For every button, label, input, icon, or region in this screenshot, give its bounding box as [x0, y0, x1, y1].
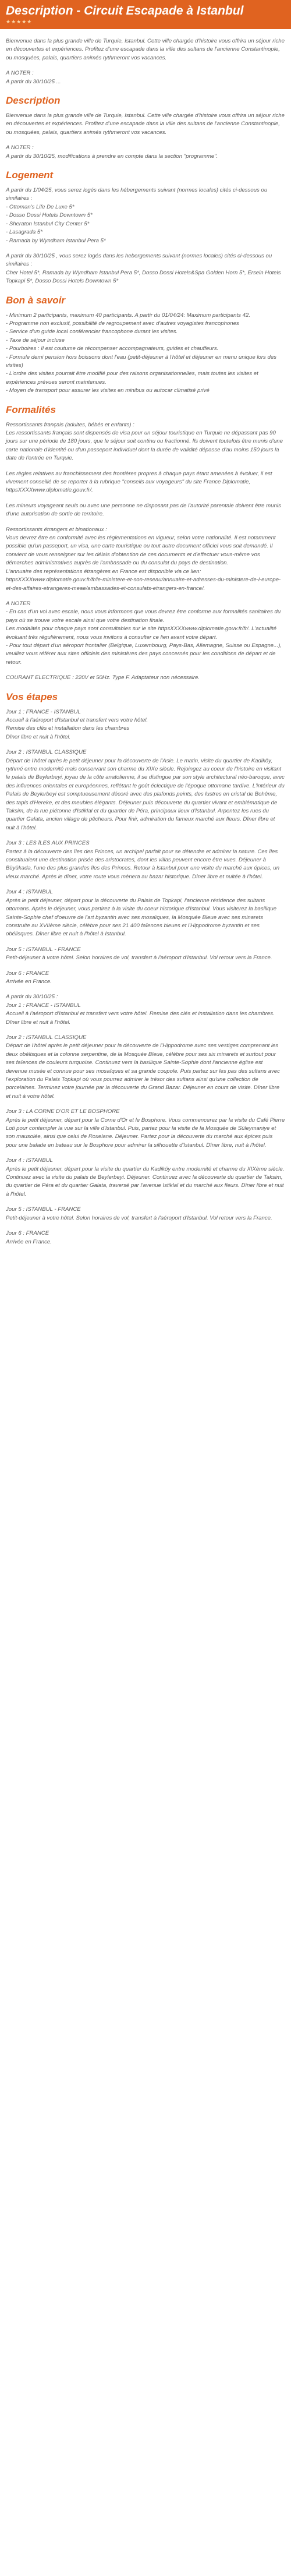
page-title: Description - Circuit Escapade à Istanbul [6, 4, 244, 17]
etape-jour-3: Jour 3 : LES ÎLES AUX PRINCES Partez à la découverte des îles des Princes, un archipel parfait pour se détendre et admirer la nature. Ces îles constituaient une destination prisée des aristocrates, dont les villas peuvent encore être vues. Déjeuner à Büyükada, l'une des plus grandes îles des Princes. Retour à Istanbul pour une visite du marché aux épices, un vieux marché. Après le dîner, votre route vous mènera au bazar historique. Dîner libre et nuitée à l'hôtel. [6, 840, 280, 880]
formalites-paragraph-1: Ressortissants français (adultes, bébés et enfants) : Les ressortissants français sont dispensés de visa pour un séjour touristique en Turquie ne dépassant pas 90 jours sur une période de 180 jours, que le séjour soit continu ou fractionné. Ils doivent toutefois être munis d'une carte nationale d'identité ou d'un passeport individuel dont la durée de validité dépasse d'au moins 150 jours la date de l'entrée en Turquie. [6, 421, 283, 462]
etape-jour-1: Jour 1 : FRANCE - ISTANBUL Accueil à l'aéroport d'Istanbul et transfert vers votre hôtel. Remise des clés et installation dans les chambres Dîner libre et nuit à l'hôtel. [6, 708, 148, 740]
description-note: A NOTER : A partir du 30/10/25, modifications à prendre en compte dans la section "programme". [6, 144, 218, 160]
formalites-paragraph-5: A NOTER - En cas d'un vol avec escale, nous vous informons que vous devrez être conforme aux formalités sanitaires du pays où se trouve votre escale ainsi que votre destination finale. Les modalités pour chaque pays sont consultables sur le site httpsXXXXwww.diplomatie.gouv.fr/fr/. L'actualité évoluant très régulièrement, nous vous invitons à consulter ce lien avant votre départ. - Pour tout départ d'un aéroport frontalier (Belgique, Luxembourg, Pays-Bas, Allemagne, Suisse ou Espagne...), veuillez vous référer aux sites officiels des ministères des pays concernés pour les conditions de départ et de retour. [6, 600, 282, 666]
etape-new-jour-2: Jour 2 : ISTANBUL CLASSIQUE Départ de l'hôtel après le petit déjeuner pour la découverte de l'Hippodrome avec ses vestiges comprenant les deux obélisques et la colonne serpentine, de la Mosquée Bleue, célèbre pour ses six minarets et surtout pour ses faïences de couleurs turquoise. Continuez vers la basilique Sainte-Sophie dont l'ancienne église est devenue musée et connue pour ses mosaïques et sa grande coupole. Puis partez sur les pas des sultans avec l'exploration du Palais Topkapi où vous pourrez admirer le trésor des sultans ainsi qu'une collection de porcelaines. Terminez votre journée par la découverte du Grand Bazar. Déjeuner en cours de visite. Dîner libre et nuit à votre hôtel. [6, 1034, 280, 1100]
intro-paragraph: Bienvenue dans la plus grande ville de Turquie, Istanbul. Cette ville chargée d'histoire vous offrira un séjour riche en découvertes et expériences. Profitez d'une escapade dans la ville des sultans de l'ancienne Constantinople, ou mosquées, palais, quartiers animés rythmeront vos vacances. [6, 38, 285, 61]
section-title-logement: Logement [6, 169, 54, 181]
section-title-formalites: Formalités [6, 404, 56, 415]
etape-new-jour-5: Jour 5 : ISTANBUL - FRANCE Petit-déjeuner à votre hôtel. Selon horaires de vol, transfert à l'aéroport d'Istanbul. Vol retour vers la France. [6, 1206, 272, 1221]
formalites-paragraph-3: Les mineurs voyageant seuls ou avec une personne ne disposant pas de l'autorité parentale doivent être munis d'une autorisation de sortie de territoire. [6, 502, 281, 518]
page [0, 0, 291, 1259]
description-paragraph: Bienvenue dans la plus grande ville de Turquie, Istanbul. Cette ville chargée d'histoire vous offrira un séjour riche en découvertes et expériences. Profitez d'une escapade dans la ville des sultans de l'ancienne Constantinople, ou mosquées, palais, quartiers animés rythmeront vos vacances. [6, 112, 285, 136]
etape-jour-2: Jour 2 : ISTANBUL CLASSIQUE Départ de l'hôtel après le petit déjeuner pour la découverte de l'Asie. Le matin, visite du quartier de Kadiköy, rythmé entre modernité mais conservant son charme du XIXe siècle. Rejoingez au coeur de l'histoire en visitant le palais de Beylerbeyi, joyau de la côte anatolienne, il se distingue par son style architectural néo-baroque, avec des influences orientales et européennes, reflétant le goût éclectique de l'époque ottomane tardive. L'intérieur du Palais de Beylerbeyi est somptueusement décoré avec des plafonds peints, des lustres en cristal de Bohême, des tapis d'Hereke, et des meubles élégants. Déjeuner puis découverte du quartier vivant et emblématique de Taksim, de la rue piétonne d'Istiklal et du quartier de Péra, principaux lieux d'Istanbul. Arpentez les rues du quartier Galata, ancien village de pêcheurs. Pour finir, admiration du fameux marché aux fleurs. Dîner libre et nuit à l'hôtel. [6, 749, 285, 831]
etape-new-jour-3: Jour 3 : LA CORNE D'OR ET LE BOSPHORE Après le petit déjeuner, départ pour la Corne d'Or et le Bosphore. Vous commencerez par la visite du Café Pierre Loti pour contempler la vue sur la ville d'Istanbul. Puis, partez pour la visite de la Mosquée de Süleymaniye et son mausolée, ainsi que celui de Roxelane. Déjeuner. Partez pour la découverte du marché aux épices puis pour une balade en bateau sur le Bosphore pour admirer la silhouette d'Istanbul. Dîner libre, nuit à l'hôtel. [6, 1108, 285, 1149]
etape-new-jour-1: A partir du 30/10/25 : Jour 1 : FRANCE - ISTANBUL Accueil à l'aéroport d'Istanbul et transfert vers votre hôtel. Remise des clés et installation dans les chambres. Dîner libre et nuit à l'hôtel. [6, 994, 275, 1026]
etape-jour-5: Jour 5 : ISTANBUL - FRANCE Petit-déjeuner à votre hôtel. Selon horaires de vol, transfert à l'aéroport d'Istanbul. Vol retour vers la France. [6, 946, 272, 962]
logement-paragraph-2: A partir du 30/10/25 , vous serez logés dans les hebergements suivant (normes locales) cités ci-dessous ou similaires : Cher Hotel 5*, Ramada by Wyndham Istanbul Pera 5*, Dosso Dossi Hotels&Spa Golden Horn 5*, Ersein Hotels Topkapi 5*, Dosso Dossi Hotels Downtown 5* [6, 252, 281, 285]
formalites-paragraph-2: Les règles relatives au franchissement des frontières propres à chaque pays étant amenées à évoluer, il est vivement conseillé de se reporter à la rubrique "conseils aux voyageurs" du site France Diplomatie, httpsXXXXwww.diplomatie.gouv.fr/. [6, 470, 272, 494]
intro-note: A NOTER : A partir du 30/10/25 ... [6, 70, 61, 85]
etape-new-jour-6: Jour 6 : FRANCE Arrivée en France. [6, 1230, 52, 1245]
etape-jour-4: Jour 4 : ISTANBUL Après le petit déjeuner, départ pour la découverte du Palais de Topkapi, l'ancienne résidence des sultans ottomans. Après le déjeuner, vous partirez à la visite du coeur historique d'Istanbul. Vous visiterez la basilique Sainte-Sophie chef d'oeuvre de l'art byzantin avec ses mosaïques, la Mosquée Bleue avec ses minarets construite au XVIIème siècle, célèbre pour ses 21 400 faïences bleues et l'Hippodrome byzantin et ses obélisques. Dîner libre et nuit à l'hôtel à Istanbul. [6, 889, 277, 938]
title-banner [0, 0, 291, 29]
etape-jour-6: Jour 6 : FRANCE Arrivée en France. [6, 970, 52, 985]
formalites-paragraph-6: COURANT ELECTRIQUE : 220V et 50Hz. Type F. Adaptateur non nécessaire. [6, 674, 200, 681]
bon-a-savoir-list: - Minimum 2 participants, maximum 40 participants. A partir du 01/04/24: Maximum participants 42. - Programme non exclusif, possibilité de regroupement avec d'autres voyagistes francophones - Service d'un guide local conférencier francophone durant les visites. - Taxe de séjour incluse - Pourboires : Il est coutume de récompenser accompagnateurs, guides et chauffeurs. - Formule demi pension hors boissons dont l'eau (petit-déjeuner à l'hôtel et déjeuner en menu unique lors des visites) - L'ordre des visites pourrait être modifié pour des raisons organisationnelles, mais toutes les visites et expériences prévues seront maintenues. - Moyen de transport pour assurer les visites en minibus ou autocar climatisé privé [6, 312, 276, 394]
logement-paragraph-1: A partir du 1/04/25, vous serez logés dans les hébergements suivant (normes locales) cités ci-dessous ou similaires : - Ottoman's Life De Luxe 5* - Dosso Dossi Hotels Downtown 5* - Sheraton Istanbul City Center 5* - Lasagrada 5* - Ramada by Wyndham Istanbul Pera 5* [6, 187, 268, 244]
section-title-bon-a-savoir: Bon à savoir [6, 294, 66, 306]
etape-new-jour-4: Jour 4 : ISTANBUL Après le petit déjeuner, départ pour la visite du quartier du Kadiköy entre modernité et charme du XIXème siècle. Continuez avec la visite du palais de Beylerbeyi. Déjeuner. Continuez avec la découverte du quartier de Taksim, du quartier de Péra et du quartier Galata, traversé par l'avenue Istiklal et du marché aux fleurs. Dîner libre et nuit à l'hôtel. [6, 1157, 285, 1197]
formalites-paragraph-4: Ressortissants étrangers et binationaux : Vous devrez être en conformité avec les réglementations en vigueur, selon votre nationalité. Il est notamment possible qu'un passeport, un visa, une carte touristique ou tout autre document officiel vous soit demandé. Il convient de vous renseigner sur les délais d'obtention de ces documents et d'effectuer vous-même vos démarches administratives auprès de l'ambassade ou du consulat du pays de destination. L'annuaire des représentations étrangères en France est disponible via ce lien: httpsXXXXwww.diplomatie.gouv.fr/fr/le-ministere-et-son-reseau/annuaire-et-adresses-du-ministere-de-l-europe-et-des-affaires-etrangeres-meae/ambassades-et-consulats-etrangers-en-france/. [6, 526, 281, 592]
section-title-description: Description [6, 95, 61, 107]
content [0, 37, 291, 1246]
rating-stars-icon: ★★★★★ [6, 19, 33, 24]
section-title-vos-etapes: Vos étapes [6, 691, 58, 702]
